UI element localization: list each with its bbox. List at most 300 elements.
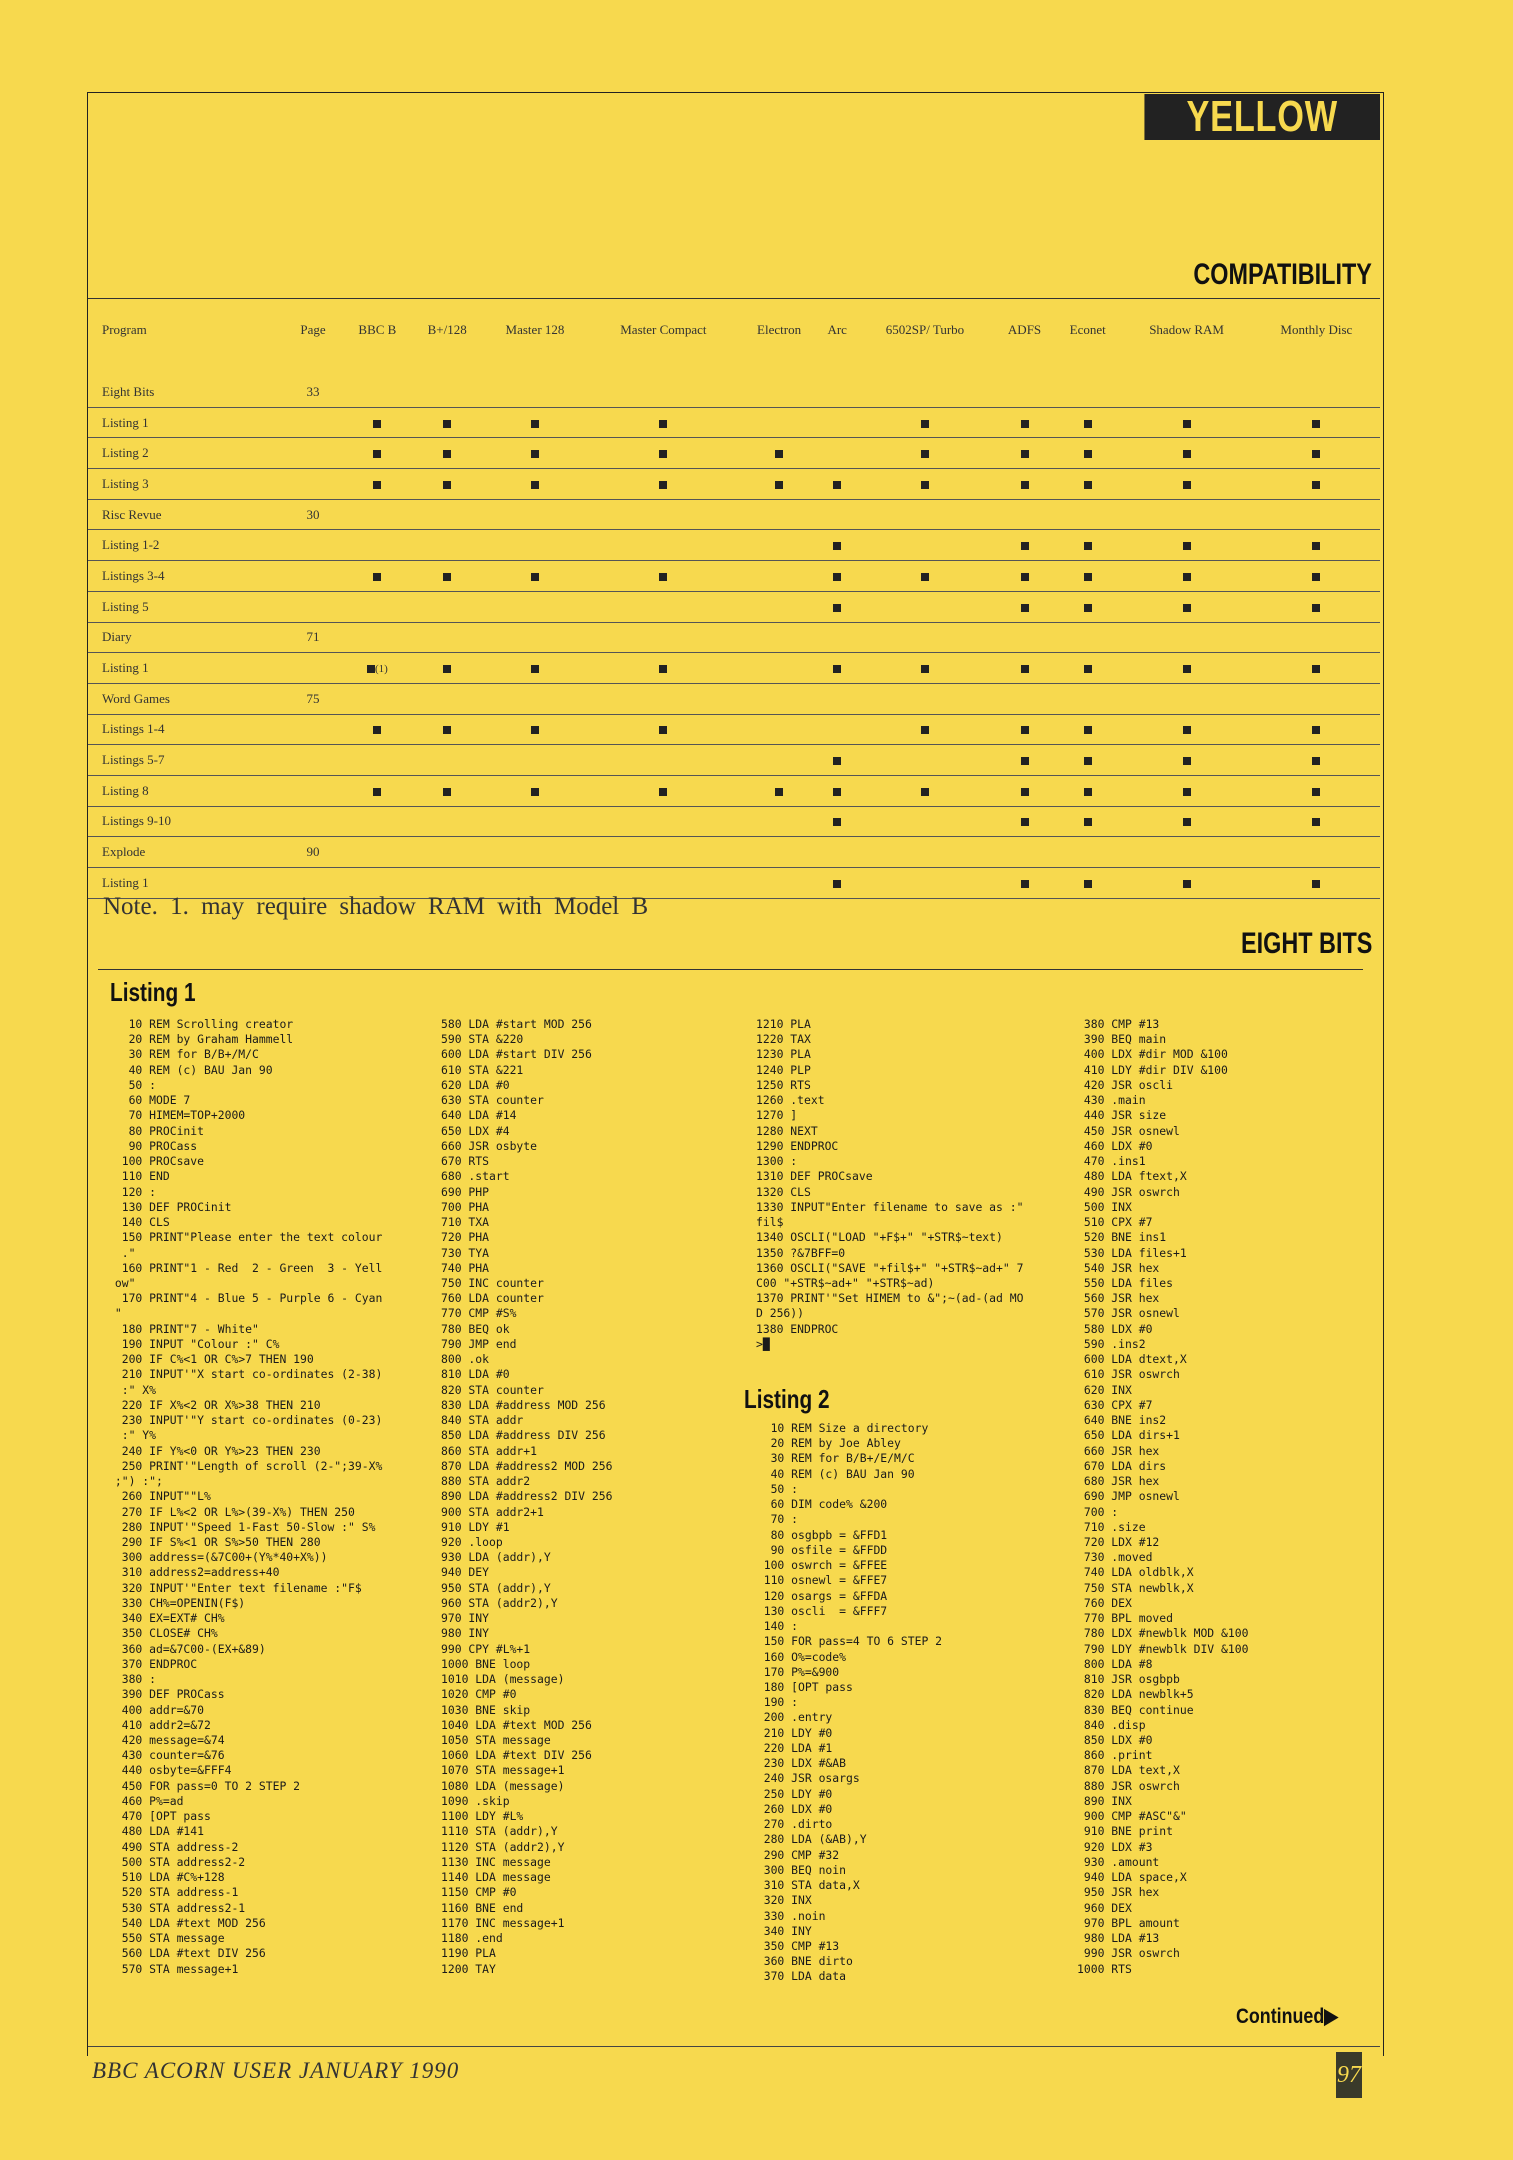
compat-cell (819, 653, 856, 684)
compat-cell (412, 591, 483, 622)
compatible-mark (659, 573, 667, 581)
compatible-mark (833, 665, 841, 673)
program-name: Explode (88, 837, 283, 868)
compat-row (88, 407, 1380, 438)
compatibility-table (88, 310, 1380, 899)
compatible-mark (1084, 542, 1092, 550)
compat-cell (1055, 714, 1121, 745)
compatible-mark (531, 481, 539, 489)
compat-cell (1121, 530, 1253, 561)
page-number-cell (283, 775, 343, 806)
compat-cell (739, 469, 818, 500)
compatible-mark (531, 726, 539, 734)
compat-cell (1253, 591, 1380, 622)
compat-cell (1253, 438, 1380, 469)
compat-cell (739, 745, 818, 776)
compatible-mark (1183, 604, 1191, 612)
compatible-mark (1183, 757, 1191, 765)
compat-cell (1253, 407, 1380, 438)
column-header: Page (300, 322, 326, 337)
compatible-mark (373, 420, 381, 428)
compat-cell (587, 837, 739, 868)
compat-cell (483, 530, 588, 561)
compat-cell (412, 499, 483, 530)
compatible-mark (921, 665, 929, 673)
compat-cell (1253, 714, 1380, 745)
compat-cell (1055, 622, 1121, 653)
compat-cell (739, 591, 818, 622)
compatible-mark (443, 788, 451, 796)
compat-cell (587, 806, 739, 837)
compatible-mark (1021, 757, 1029, 765)
compatible-mark (443, 481, 451, 489)
compatible-mark (1021, 604, 1029, 612)
compatible-mark (373, 573, 381, 581)
compat-cell (739, 530, 818, 561)
compat-cell (412, 653, 483, 684)
compat-row (88, 653, 1380, 684)
compat-cell (739, 499, 818, 530)
compat-cell (994, 868, 1055, 899)
compatible-mark (1183, 818, 1191, 826)
compatible-mark (659, 788, 667, 796)
program-name: Listings 9-10 (88, 806, 283, 837)
compatible-mark (659, 450, 667, 458)
compat-cell (819, 438, 856, 469)
compatible-mark (1084, 420, 1092, 428)
compat-cell (1055, 499, 1121, 530)
compatible-mark (1084, 788, 1092, 796)
compatible-mark (1312, 604, 1320, 612)
compat-cell (1253, 837, 1380, 868)
compatible-mark (921, 481, 929, 489)
compat-cell (1121, 499, 1253, 530)
compat-cell (587, 775, 739, 806)
compat-cell (483, 438, 588, 469)
compatible-mark (775, 450, 783, 458)
compatible-mark (1312, 757, 1320, 765)
compat-cell (994, 407, 1055, 438)
compat-cell (856, 868, 994, 899)
compat-cell (587, 653, 739, 684)
compatible-mark (1084, 757, 1092, 765)
program-name: Diary (88, 622, 283, 653)
column-header: Master 128 (505, 322, 565, 337)
compat-cell (1121, 683, 1253, 714)
compat-cell (483, 683, 588, 714)
compat-cell (739, 806, 818, 837)
footnote-ref: (1) (374, 663, 388, 676)
compatible-mark (1183, 450, 1191, 458)
column-header: B+/128 (427, 322, 467, 337)
compatible-mark (833, 542, 841, 550)
compat-cell (856, 591, 994, 622)
page-number: 97 (1336, 2052, 1362, 2098)
compat-cell (739, 561, 818, 592)
compatible-mark (1183, 880, 1191, 888)
page-number-cell (283, 714, 343, 745)
eight-bits-heading: EIGHT BITS (1240, 927, 1372, 960)
compat-cell (994, 745, 1055, 776)
compat-cell (343, 407, 412, 438)
compat-cell (483, 591, 588, 622)
compat-cell (587, 591, 739, 622)
compat-cell (483, 745, 588, 776)
column-header: BBC B (358, 322, 397, 337)
compat-cell (343, 745, 412, 776)
compatible-mark (833, 818, 841, 826)
compat-cell (1055, 438, 1121, 469)
compat-cell (483, 837, 588, 868)
compat-cell (819, 683, 856, 714)
compat-cell (739, 622, 818, 653)
program-name: Listing 2 (88, 438, 283, 469)
compat-cell (1121, 653, 1253, 684)
compat-cell (343, 622, 412, 653)
compat-cell (412, 683, 483, 714)
compat-cell (412, 438, 483, 469)
compat-cell (412, 469, 483, 500)
compatible-mark (1183, 573, 1191, 581)
compatible-mark (1084, 818, 1092, 826)
compatible-mark (659, 481, 667, 489)
compat-cell (483, 561, 588, 592)
program-name: Listings 1-4 (88, 714, 283, 745)
footer-rule (88, 2046, 1380, 2047)
compat-cell (856, 775, 994, 806)
compat-cell (819, 561, 856, 592)
compatible-mark (1084, 726, 1092, 734)
compatible-mark (659, 420, 667, 428)
compat-cell (819, 530, 856, 561)
compatible-mark (1084, 450, 1092, 458)
compat-cell (856, 806, 994, 837)
compatible-mark (921, 726, 929, 734)
compat-cell (587, 530, 739, 561)
compatible-mark (1021, 665, 1029, 673)
compatible-mark (833, 573, 841, 581)
compatible-mark (443, 726, 451, 734)
compatible-mark (1312, 726, 1320, 734)
compat-cell (587, 683, 739, 714)
compat-cell (1055, 469, 1121, 500)
compat-cell (1055, 775, 1121, 806)
compat-cell (1253, 622, 1380, 653)
compatible-mark (1183, 542, 1191, 550)
compatible-mark (775, 481, 783, 489)
compatible-mark (833, 604, 841, 612)
compat-cell (739, 438, 818, 469)
compatible-mark (443, 450, 451, 458)
compatible-mark (1021, 788, 1029, 796)
compatible-mark (775, 788, 783, 796)
compat-cell (1253, 868, 1380, 899)
column-header: Econet (1069, 322, 1106, 337)
compat-cell (343, 806, 412, 837)
compat-cell (1253, 499, 1380, 530)
compat-cell (819, 837, 856, 868)
compatible-mark (921, 573, 929, 581)
compat-cell (994, 499, 1055, 530)
compatible-mark (531, 788, 539, 796)
compat-cell (483, 499, 588, 530)
compat-cell (819, 591, 856, 622)
compat-cell (412, 407, 483, 438)
compat-cell (1121, 745, 1253, 776)
column-header: Program (102, 322, 147, 337)
compat-cell (412, 837, 483, 868)
compatible-mark (659, 665, 667, 673)
compat-cell (994, 714, 1055, 745)
compatible-mark (1183, 481, 1191, 489)
compat-cell (856, 438, 994, 469)
compat-cell (819, 499, 856, 530)
compat-cell (819, 745, 856, 776)
compat-cell (1055, 653, 1121, 684)
page-number-cell (283, 745, 343, 776)
compat-row (88, 622, 1380, 653)
compat-cell (412, 622, 483, 653)
compatible-mark (659, 726, 667, 734)
compat-cell (856, 714, 994, 745)
compat-row (88, 745, 1380, 776)
compat-cell (1253, 806, 1380, 837)
eight-bits-rule (98, 969, 1363, 970)
page-number-cell (283, 407, 343, 438)
compat-cell (819, 714, 856, 745)
compat-cell (819, 377, 856, 407)
compatible-mark (1021, 450, 1029, 458)
compatible-mark (1312, 450, 1320, 458)
compat-cell (343, 469, 412, 500)
compat-cell (856, 499, 994, 530)
page-number-cell: 30 (283, 499, 343, 530)
compat-cell (856, 653, 994, 684)
compat-cell (1121, 407, 1253, 438)
compat-cell (483, 653, 588, 684)
compat-cell (994, 438, 1055, 469)
compat-cell (856, 745, 994, 776)
compat-cell (739, 683, 818, 714)
compat-cell (819, 806, 856, 837)
compat-cell (1055, 868, 1121, 899)
compat-cell (343, 775, 412, 806)
compatible-mark (921, 420, 929, 428)
compat-cell (994, 622, 1055, 653)
page-number-cell (283, 591, 343, 622)
magazine-footer: BBC ACORN USER JANUARY 1990 (92, 2058, 460, 2083)
compat-cell (343, 837, 412, 868)
compat-cell (739, 407, 818, 438)
compatible-mark (1183, 788, 1191, 796)
column-header: Master Compact (620, 322, 707, 337)
column-header: Shadow RAM (1149, 322, 1224, 337)
compat-cell (819, 469, 856, 500)
compatible-mark (1312, 818, 1320, 826)
listing-1-code-col2: 580 LDA #start MOD 256 590 STA &220 600 LDA #start DIV 256 610 STA &221 620 LDA #0 630 STA counter 640 LDA #14 650 LDX #4 660 JSR osbyte 670 RTS 680 .start 690 PHP 700 PHA 710 TXA 720 PHA 730 TYA 740 PHA 750 INC counter 760 LDA counter 770 CMP #S% 780 BEQ ok 790 JMP end 800 .ok 810 LDA #0 820 STA counter 830 LDA #address MOD 256 840 STA addr 850 LDA #address DIV 256 860 STA addr+1 870 LDA #address2 MOD 256 880 STA addr2 890 LDA #address2 DIV 256 900 STA addr2+1 910 LDY #1 920 .loop 930 LDA (addr),Y 940 DEY 950 STA (addr),Y 960 STA (addr2),Y 970 INY 980 INY 990 CPY #L%+1 1000 BNE loop 1010 LDA (message) 1020 CMP #0 1030 BNE skip 1040 LDA #text MOD 256 1050 STA message 1060 LDA #text DIV 256 1070 STA message+1 1080 LDA (message) 1090 .skip 1100 LDY #L% 1110 STA (addr),Y 1120 STA (addr2),Y 1130 INC message 1140 LDA message 1150 CMP #0 1160 BNE end 1170 INC message+1 1180 .end 1190 PLA 1200 TAY (441, 1017, 613, 1976)
listing-2-code-col1: 10 REM Size a directory 20 REM by Joe Abley 30 REM for B/B+/E/M/C 40 REM (c) BAU Jan 90 50 : 60 DIM code% &200 70 : 80 osgbpb = &FFD1 90 osfile = &FFDD 100 oswrch = &FFEE 110 osnewl = &FFE7 120 osargs = &FFDA 130 oscli = &FFF7 140 : 150 FOR pass=4 TO 6 STEP 2 160 O%=code% 170 P%=&900 180 [OPT pass 190 : 200 .entry 210 LDY #0 220 LDA #1 230 LDX #&AB 240 JSR osargs 250 LDY #0 260 LDX #0 270 .dirto 280 LDA (&AB),Y 290 CMP #32 300 BEQ noin 310 STA data,X 320 INX 330 .noin 340 INY 350 CMP #13 360 BNE dirto 370 LDA data (763, 1421, 943, 1984)
compat-cell (1055, 561, 1121, 592)
compatible-mark (1021, 880, 1029, 888)
compat-cell (343, 653, 412, 684)
compat-cell (483, 377, 588, 407)
page-number-cell (283, 806, 343, 837)
compat-cell (994, 837, 1055, 868)
compat-cell (856, 683, 994, 714)
compatible-mark (1084, 604, 1092, 612)
compat-cell (587, 469, 739, 500)
compatible-mark (833, 880, 841, 888)
compat-cell (483, 469, 588, 500)
compat-cell (343, 561, 412, 592)
compatible-mark (1084, 481, 1092, 489)
compat-cell (819, 622, 856, 653)
compatibility-rule (88, 298, 1380, 299)
page-number-cell (283, 438, 343, 469)
compat-cell (1253, 683, 1380, 714)
program-name: Listing 1 (88, 653, 283, 684)
compat-cell (994, 469, 1055, 500)
compatible-mark (1021, 420, 1029, 428)
compat-cell (343, 683, 412, 714)
compat-cell (483, 622, 588, 653)
compat-cell (1121, 561, 1253, 592)
program-name: Word Games (88, 683, 283, 714)
compat-cell (994, 653, 1055, 684)
compat-cell (856, 377, 994, 407)
page-number-cell (283, 653, 343, 684)
column-header: 6502SP/ Turbo (885, 322, 965, 337)
compat-cell (994, 530, 1055, 561)
compat-cell (1121, 837, 1253, 868)
compat-row (88, 837, 1380, 868)
program-name: Listing 3 (88, 469, 283, 500)
program-name: Listing 1 (88, 868, 283, 899)
compat-cell (739, 714, 818, 745)
listing-2-title: Listing 2 (744, 1384, 830, 1414)
compatible-mark (1021, 542, 1029, 550)
compatible-mark (1312, 665, 1320, 673)
program-name: Listings 3-4 (88, 561, 283, 592)
compatible-mark (1021, 726, 1029, 734)
compat-cell (739, 653, 818, 684)
compatible-mark (1312, 573, 1320, 581)
compat-cell (412, 745, 483, 776)
compat-row (88, 530, 1380, 561)
compat-cell (1121, 469, 1253, 500)
compatibility-header-row (88, 310, 1380, 377)
compat-cell (1121, 714, 1253, 745)
compat-cell (1121, 622, 1253, 653)
compatible-mark (1183, 726, 1191, 734)
compat-cell (856, 407, 994, 438)
page-number-cell: 71 (283, 622, 343, 653)
compat-cell (587, 377, 739, 407)
compat-row (88, 591, 1380, 622)
compat-cell (739, 775, 818, 806)
compat-cell (1055, 407, 1121, 438)
compat-cell (1253, 377, 1380, 407)
compat-cell (994, 561, 1055, 592)
compatible-mark (367, 665, 375, 673)
compat-cell (856, 469, 994, 500)
program-name: Risc Revue (88, 499, 283, 530)
compat-cell (1055, 591, 1121, 622)
compat-cell (1253, 745, 1380, 776)
compatible-mark (443, 420, 451, 428)
compat-cell (483, 775, 588, 806)
compat-cell (1253, 561, 1380, 592)
compat-cell (1121, 591, 1253, 622)
compat-cell (483, 806, 588, 837)
compat-cell (587, 745, 739, 776)
column-header: ADFS (1007, 322, 1042, 337)
compatible-mark (1312, 880, 1320, 888)
compat-cell (343, 530, 412, 561)
compatible-mark (1312, 542, 1320, 550)
compat-cell (412, 806, 483, 837)
compatible-mark (833, 788, 841, 796)
compat-row (88, 377, 1380, 407)
compat-cell (1121, 806, 1253, 837)
compat-cell (587, 714, 739, 745)
compat-cell (587, 438, 739, 469)
yellow-pages-banner: YELLOW PAGES (1144, 94, 1380, 140)
column-header: Electron (757, 322, 802, 337)
compat-cell (994, 591, 1055, 622)
compatible-mark (921, 788, 929, 796)
compatible-mark (531, 450, 539, 458)
compat-cell (739, 837, 818, 868)
listing-1-code-col3: 1210 PLA 1220 TAX 1230 PLA 1240 PLP 1250 RTS 1260 .text 1270 ] 1280 NEXT 1290 ENDPROC 1300 : 1310 DEF PROCsave 1320 CLS 1330 INPUT"Enter filename to save as :" fil$ 1340 OSCLI("LOAD "+F$+" "+STR$~text) 1350 ?&7BFF=0 1360 OSCLI("SAVE "+fil$+" "+STR$~ad+" 7 C00 "+STR$~ad+" "+STR$~ad) 1370 PRINT'"Set HIMEM to &";~(ad-(ad MO D 256)) 1380 ENDPROC >█ (756, 1017, 1024, 1351)
compatible-mark (1021, 818, 1029, 826)
compat-cell (856, 622, 994, 653)
compatible-mark (1312, 420, 1320, 428)
compat-cell (994, 806, 1055, 837)
compatibility-body (88, 377, 1380, 898)
compatible-mark (373, 726, 381, 734)
compatible-mark (531, 420, 539, 428)
compat-cell (412, 775, 483, 806)
compat-cell (1121, 377, 1253, 407)
program-name: Listing 1 (88, 407, 283, 438)
page-number-cell: 90 (283, 837, 343, 868)
column-header: Arc (827, 322, 847, 337)
compat-cell (819, 775, 856, 806)
page-number-cell (283, 561, 343, 592)
compat-cell (819, 868, 856, 899)
compat-cell (994, 775, 1055, 806)
compatible-mark (1183, 420, 1191, 428)
compat-cell (412, 377, 483, 407)
compat-row (88, 806, 1380, 837)
compatible-mark (1021, 481, 1029, 489)
compat-cell (343, 377, 412, 407)
compat-cell (1121, 775, 1253, 806)
compat-row (88, 499, 1380, 530)
compatible-mark (1084, 880, 1092, 888)
compatible-mark (1084, 573, 1092, 581)
compat-cell (1055, 530, 1121, 561)
compat-cell (1055, 745, 1121, 776)
compatible-mark (921, 450, 929, 458)
compat-cell (739, 377, 818, 407)
compat-row (88, 469, 1380, 500)
program-name: Eight Bits (88, 377, 283, 407)
compat-cell (1253, 530, 1380, 561)
compat-cell (994, 683, 1055, 714)
compatible-mark (443, 665, 451, 673)
